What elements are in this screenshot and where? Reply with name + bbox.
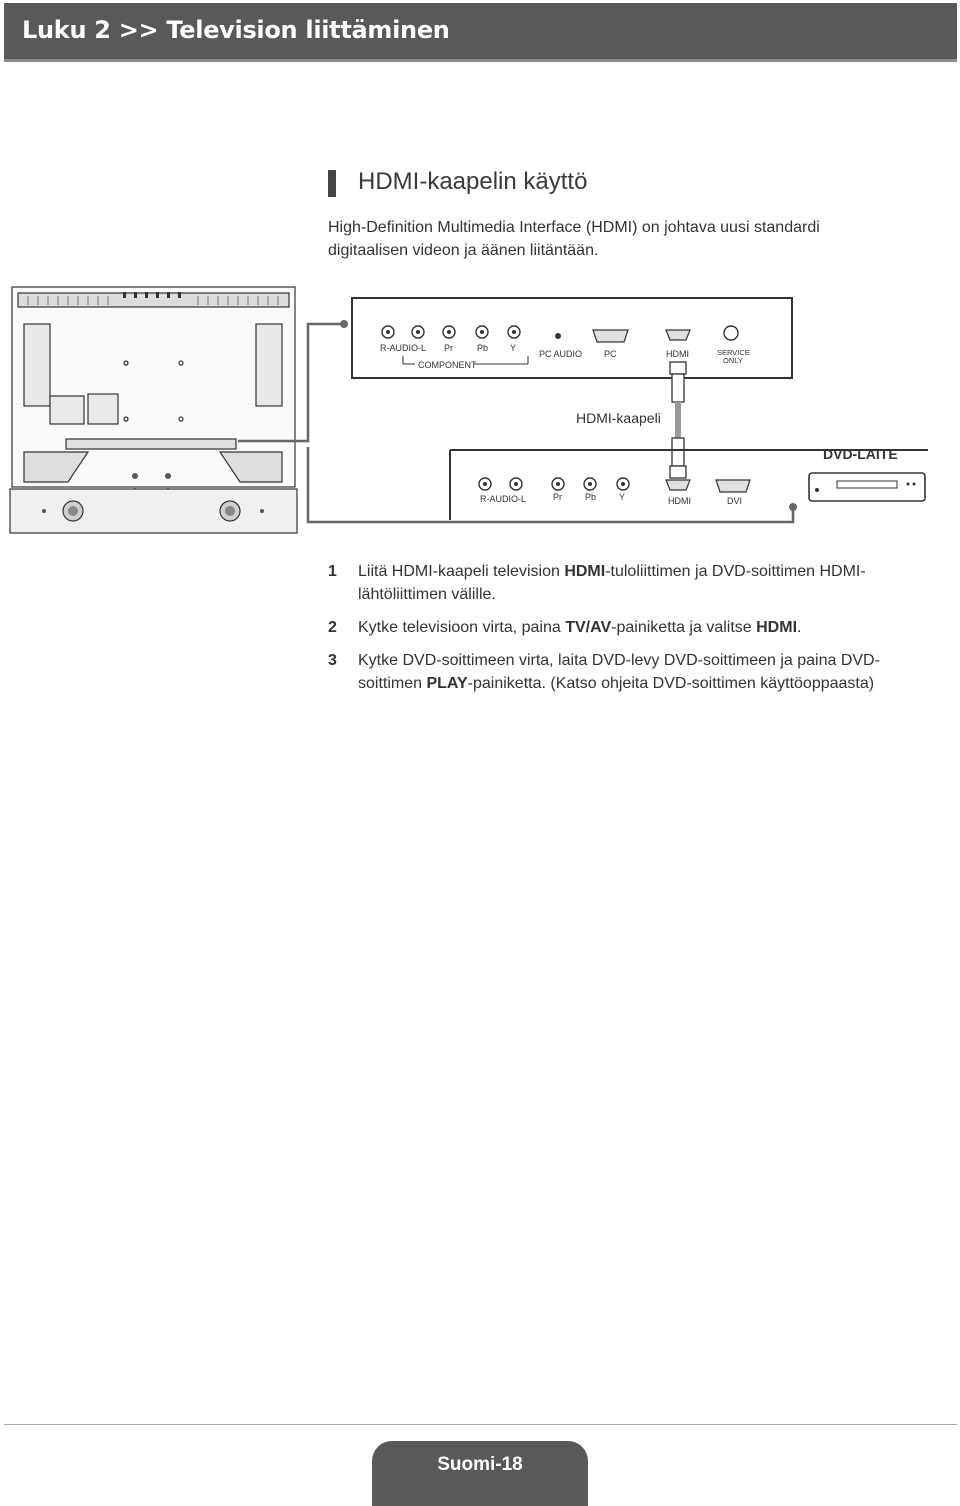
chapter-header (4, 3, 957, 62)
instruction-steps (328, 560, 928, 705)
tv-hdmi-port-icon (666, 330, 690, 340)
step-bold-term: HDMI (756, 619, 798, 636)
step-text-part: -painiketta ja valitse (611, 619, 757, 636)
dvd-hdmi-port-icon (666, 480, 690, 490)
tv-service-label-1: SERVICE (717, 348, 750, 357)
connection-diagram-svg (8, 284, 952, 540)
cable-label: HDMI-kaapeli (576, 410, 661, 426)
step-bold-term: TV/AV (565, 619, 612, 636)
section-marker (328, 170, 336, 197)
intro-line-1: High-Definition Multimedia Interface (HDMI) on johtava uusi standardi (328, 219, 820, 236)
step-text (358, 619, 801, 636)
dvd-dvi-label: DVI (727, 496, 743, 506)
tv-pb-label: Pb (477, 343, 489, 353)
step-number: 2 (328, 619, 337, 636)
section-title: HDMI-kaapelin käyttö (358, 168, 588, 195)
tv-back-illustration (10, 287, 297, 533)
step-bold-term: HDMI (564, 563, 606, 580)
step-number: 3 (328, 652, 337, 669)
step-1 (328, 560, 928, 606)
intro-line-2: digitaalisen videon ja äänen liitäntään. (328, 242, 599, 259)
tv-service-label-2: ONLY (723, 356, 743, 365)
step-text-part: Kytke televisioon virta, paina (358, 619, 566, 636)
dvd-y-label: Y (619, 492, 626, 502)
step-text-part: Liitä HDMI-kaapeli television (358, 563, 565, 580)
footer-divider (4, 1424, 957, 1425)
footer-page-tab (372, 1441, 588, 1506)
connection-diagram (8, 284, 952, 540)
step-text-part: -painiketta. (Katso ohjeita DVD-soittimen käyttöoppaasta) (467, 675, 875, 692)
tv-pr-label: Pr (444, 343, 453, 353)
dvd-pr-label: Pr (553, 492, 562, 502)
step-text-part: . (797, 619, 802, 636)
tv-pc-label: PC (604, 349, 617, 359)
tv-vga-port-icon (593, 330, 628, 342)
dvd-hdmi-label: HDMI (668, 496, 691, 506)
step-2 (328, 616, 928, 639)
dvd-audio-label: R-AUDIO-L (480, 494, 527, 504)
hdmi-cable-illustration (670, 362, 686, 478)
intro-paragraph (328, 216, 888, 262)
dvd-dvi-port-icon (716, 480, 750, 492)
chapter-title: Luku 2 >> Television liittäminen (22, 16, 450, 44)
step-text (358, 563, 866, 603)
step-text-part: -tuloliittimen ja DVD-soittimen HDMI-lähtöliittimen välille. (358, 563, 866, 603)
pc-audio-jack-icon (555, 333, 561, 339)
zoom-dot-bottom (789, 503, 797, 511)
tv-hdmi-label: HDMI (666, 349, 689, 359)
step-3 (328, 649, 928, 695)
step-number: 1 (328, 563, 337, 580)
step-text (358, 652, 880, 692)
tv-y-label: Y (510, 343, 517, 353)
page-number: Suomi-18 (437, 1454, 523, 1475)
dvd-player-icon (809, 473, 925, 501)
zoom-dot-top (340, 320, 348, 328)
tv-component-label: COMPONENT (418, 360, 477, 370)
tv-pc-audio-label: PC AUDIO (539, 349, 583, 359)
dvd-pb-label: Pb (585, 492, 597, 502)
dvd-label: DVD-LAITE (823, 446, 898, 462)
service-port-icon (724, 326, 738, 340)
step-bold-term: PLAY (426, 675, 468, 692)
tv-connector-panel (352, 298, 792, 378)
step-text-part: Kytke DVD-soittimeen virta, laita DVD-levy DVD-soittimeen ja paina DVD-soittimen (358, 652, 880, 692)
tv-audio-label: R-AUDIO-L (380, 343, 427, 353)
